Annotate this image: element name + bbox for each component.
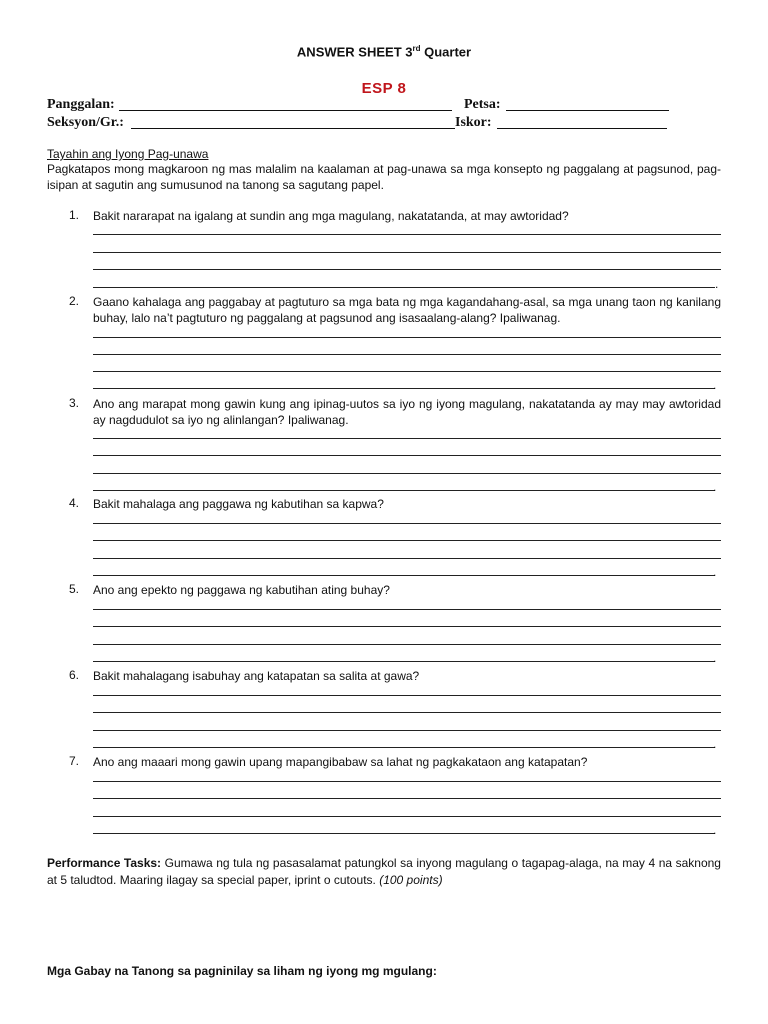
- name-field[interactable]: [119, 110, 452, 111]
- name-label: Panggalan:: [47, 97, 115, 112]
- question-text: Gaano kahalaga ang paggabay at pagtuturo sa mga bata ng mga kagandahang-asal, sa mga unang taon ng kanilang buhay, lalo na’t pagtuturo ng paggalang at pagsunod ang isasaalang-alang? Ipaliwanag.: [93, 295, 721, 325]
- answer-line[interactable]: [93, 490, 715, 491]
- answer-line[interactable]: [93, 473, 721, 474]
- question-number: 3.: [69, 396, 80, 410]
- answer-line[interactable]: [93, 371, 721, 372]
- answer-line[interactable]: [93, 438, 721, 439]
- question-text: Ano ang epekto ng paggawa ng kabutihan ating buhay?: [93, 583, 390, 597]
- answer-line[interactable]: [93, 540, 721, 541]
- answer-line[interactable]: [93, 523, 721, 524]
- answer-line[interactable]: [93, 269, 721, 270]
- section-score-row: [47, 115, 737, 133]
- answer-line[interactable]: [93, 730, 721, 731]
- answer-end-mark: .: [713, 565, 717, 579]
- answer-line[interactable]: [93, 626, 721, 627]
- question-text: Bakit nararapat na igalang at sundin ang mga magulang, nakatatanda, at may awtoridad?: [93, 209, 569, 223]
- title-suffix: Quarter: [420, 44, 472, 60]
- question-number: 2.: [69, 294, 80, 308]
- answer-line[interactable]: [93, 337, 721, 338]
- question-text: Ano ang marapat mong gawin kung ang ipinag-uutos sa iyo ng iyong magulang, nakatatanda ay may may awtoridad ay nagdudulot sa iyo ng alinlangan? Ipaliwanag.: [93, 397, 721, 427]
- question-number: 7.: [69, 754, 80, 768]
- score-label: Iskor:: [455, 115, 492, 130]
- question-text: Ano ang maaari mong gawin upang mapangibabaw sa lahat ng pagkakataon ang katapatan?: [93, 755, 588, 769]
- question-text: Bakit mahalagang isabuhay ang katapatan sa salita at gawa?: [93, 669, 420, 683]
- answer-line[interactable]: [93, 816, 721, 817]
- performance-task: [47, 855, 721, 889]
- answer-line[interactable]: [93, 558, 721, 559]
- score-field[interactable]: [497, 128, 667, 129]
- answer-line[interactable]: [93, 609, 721, 610]
- title-text: ANSWER SHEET 3: [296, 44, 413, 60]
- answer-line[interactable]: [93, 798, 721, 799]
- answer-end-mark: .: [713, 378, 717, 392]
- answer-line[interactable]: [93, 781, 721, 782]
- answer-line[interactable]: [93, 234, 721, 235]
- section-heading: Tayahin ang Iyong Pag-unawa: [47, 147, 209, 161]
- section-instructions: Pagkatapos mong magkaroon ng mas malalim na kaalaman at pag-unawa sa mga konsepto ng paggalang at pagsunod, pag-isipan at sagutin ang sumusunod na tanong sa sagutang papel.: [47, 162, 721, 192]
- answer-end-mark: .: [713, 737, 717, 751]
- answer-line[interactable]: [93, 252, 721, 253]
- answer-line[interactable]: [93, 575, 715, 576]
- answer-line[interactable]: [93, 388, 715, 389]
- grade-field[interactable]: [193, 128, 455, 129]
- answer-end-mark: .: [713, 651, 717, 665]
- date-field[interactable]: [506, 110, 669, 111]
- section-field[interactable]: [131, 128, 193, 129]
- guide-questions-heading: Mga Gabay na Tanong sa pagninilay sa liham ng iyong mg mgulang:: [47, 964, 437, 978]
- name-date-row: [47, 97, 737, 115]
- answer-line[interactable]: [93, 833, 715, 834]
- answer-end-mark: .: [715, 277, 719, 291]
- performance-points: (100 points): [379, 873, 443, 887]
- performance-label: Performance Tasks:: [47, 856, 162, 870]
- question-number: 6.: [69, 668, 80, 682]
- answer-line[interactable]: [93, 712, 721, 713]
- subject-heading: ESP 8: [361, 80, 407, 97]
- title-superscript: rd: [412, 44, 421, 53]
- answer-line[interactable]: [93, 455, 721, 456]
- answer-line[interactable]: [93, 287, 715, 288]
- answer-line[interactable]: [93, 747, 715, 748]
- answer-end-mark: .: [713, 823, 717, 837]
- answer-line[interactable]: [93, 354, 721, 355]
- answer-line[interactable]: [93, 695, 721, 696]
- question-number: 4.: [69, 496, 80, 510]
- performance-text: Gumawa ng tula ng pasasalamat patungkol sa inyong magulang o tagapag-alaga, na may 4 na saknong at 5 taludtod. Maaring ilagay sa special paper, iprint o cutouts.: [47, 856, 721, 887]
- question-text: Bakit mahalaga ang paggawa ng kabutihan sa kapwa?: [93, 497, 384, 511]
- date-label: Petsa:: [464, 97, 501, 112]
- question-number: 5.: [69, 582, 80, 596]
- answer-line[interactable]: [93, 661, 715, 662]
- section-label: Seksyon/Gr.:: [47, 115, 124, 130]
- answer-line[interactable]: [93, 644, 721, 645]
- page-title: [0, 44, 768, 59]
- question-number: 1.: [69, 208, 80, 222]
- answer-end-mark: .: [713, 480, 717, 494]
